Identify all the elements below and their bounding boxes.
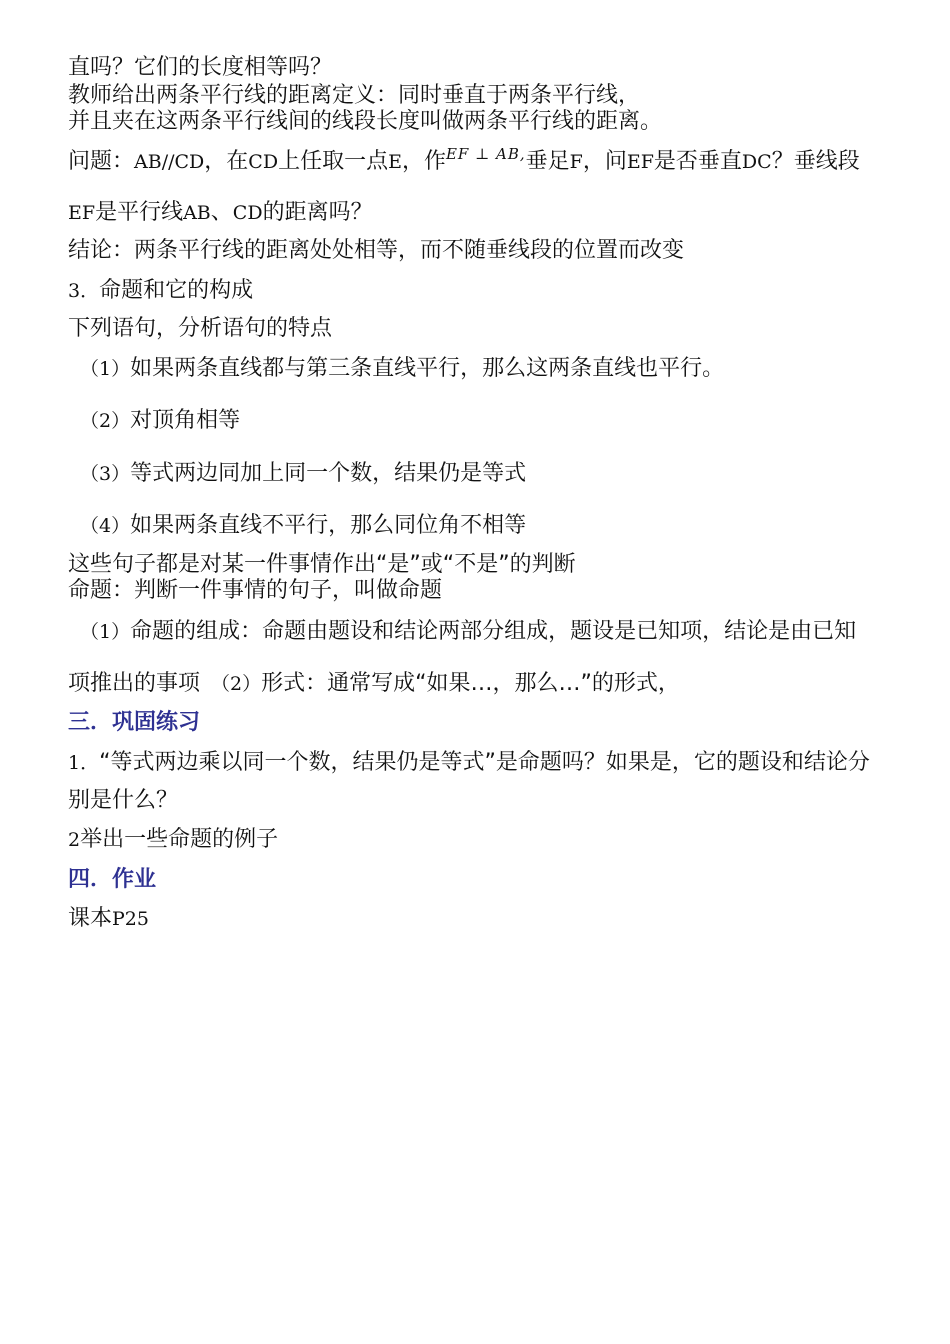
homework-label: 课本 <box>68 906 113 931</box>
text: 上任取一点 <box>278 149 389 174</box>
item-number: （1） <box>80 358 131 380</box>
item-text: 如果两条直线都与第三条直线平行，那么这两条直线也平行。 <box>130 356 725 381</box>
line-question-continuation <box>68 55 332 81</box>
text: ，作 <box>401 149 446 174</box>
text: ，问 <box>582 149 627 174</box>
exercise-1-continuation <box>68 788 178 814</box>
text: 别是什么？ <box>68 788 179 813</box>
section-heading-homework <box>68 867 156 893</box>
text: ，在 <box>204 149 249 174</box>
item-number: （1） <box>80 621 131 643</box>
problem-label: 问题： <box>68 149 135 174</box>
exercise-2 <box>68 827 278 853</box>
exercise-number: 2 <box>68 829 81 851</box>
text: 是平行线 <box>95 200 184 225</box>
text: ？垂线段 <box>771 149 860 174</box>
line-problem-2 <box>68 200 373 226</box>
list-item-4 <box>80 513 526 539</box>
item-number: （4） <box>80 515 131 537</box>
item-number: （3） <box>80 463 131 485</box>
point-e: E <box>388 151 402 173</box>
item-text: 形式：通常写成“如果…，那么…”的形式， <box>261 671 680 696</box>
text: 命题：判断一件事情的句子，叫做命题 <box>68 578 443 603</box>
exercise-number: 1． <box>68 752 100 774</box>
section-number: 3． <box>68 280 100 302</box>
segment-ef: EF <box>68 202 96 224</box>
item-text: 如果两条直线不平行，那么同位角不相等 <box>130 513 527 538</box>
line-conclusion <box>68 238 684 264</box>
text: 这些句子都是对某一件事情作出“是”或“不是”的判断 <box>68 552 576 577</box>
item-number: （2） <box>211 673 262 695</box>
exercise-1 <box>68 750 870 776</box>
line-intro <box>68 316 332 342</box>
line-definition-1 <box>68 83 640 109</box>
homework-line <box>68 906 149 932</box>
item-text: 命题的组成：命题由题设和结论两部分组成，题设是已知项，结论是由已知 <box>130 619 857 644</box>
segment-ab: AB <box>183 202 211 224</box>
heading-text: 四．作业 <box>68 867 157 892</box>
list-item-3 <box>80 461 526 487</box>
formula-ef-perp-ab: EF ⊥ AB, <box>445 145 526 163</box>
text: 并且夹在这两条平行线间的线段长度叫做两条平行线的距离。 <box>68 109 663 134</box>
segment-cd: CD <box>248 151 279 173</box>
text: 直吗？它们的长度相等吗？ <box>68 55 333 80</box>
segment-ef: EF <box>626 151 654 173</box>
line-definition-2 <box>68 109 662 135</box>
heading-text: 三．巩固练习 <box>68 710 201 735</box>
list-item-1 <box>80 356 724 382</box>
item-number: （2） <box>80 410 131 432</box>
item-text: 对顶角相等 <box>130 408 241 433</box>
point-f: F <box>569 151 583 173</box>
section-heading-3 <box>68 278 253 304</box>
homework-page: P25 <box>112 908 149 930</box>
exercise-text: “等式两边乘以同一个数，结果仍是等式”是命题吗？如果是，它的题设和结论分 <box>99 750 870 775</box>
section-title: 命题和它的构成 <box>99 278 254 303</box>
text: 教师给出两条平行线的距离定义：同时垂直于两条平行线， <box>68 83 641 108</box>
segment-ab-cd: AB//CD <box>134 151 205 173</box>
item-text: 等式两边同加上同一个数，结果仍是等式 <box>130 461 527 486</box>
text: 、 <box>210 200 233 225</box>
text: 项推出的事项 <box>68 671 201 696</box>
line-judgement <box>68 552 576 578</box>
line-composition <box>80 619 856 645</box>
segment-cd: CD <box>232 202 263 224</box>
section-heading-practice <box>68 710 200 736</box>
line-form <box>68 671 680 697</box>
list-item-2 <box>80 408 240 434</box>
segment-dc: DC <box>741 151 772 173</box>
text: 下列语句，分析语句的特点 <box>68 316 333 341</box>
text: 垂足 <box>525 149 570 174</box>
line-proposition-definition <box>68 578 442 604</box>
text: 的距离吗？ <box>262 200 373 225</box>
line-problem <box>68 145 860 176</box>
text: 是否垂直 <box>653 149 742 174</box>
exercise-text: 举出一些命题的例子 <box>80 827 279 852</box>
text: 结论：两条平行线的距离处处相等，而不随垂线段的位置而改变 <box>68 238 685 263</box>
